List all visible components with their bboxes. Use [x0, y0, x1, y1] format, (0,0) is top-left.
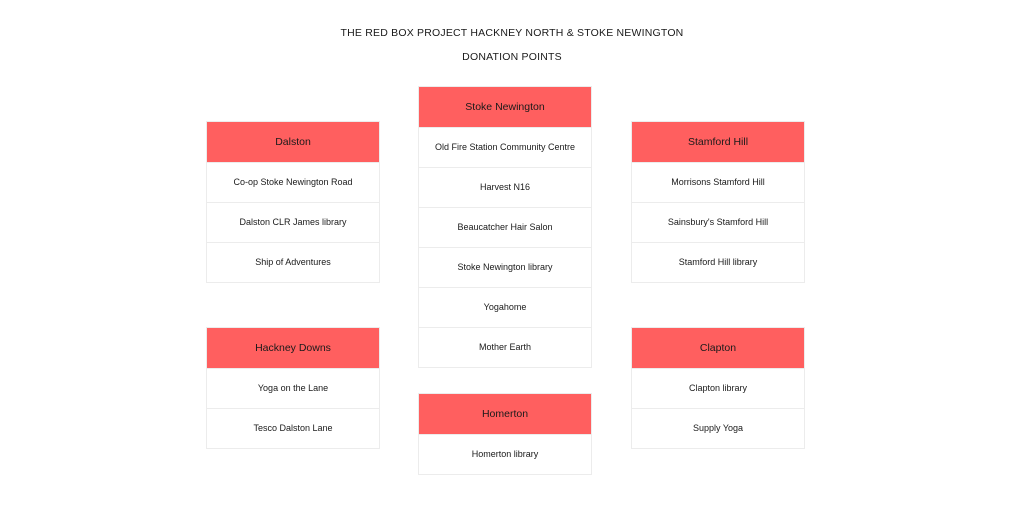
- area-card-hackney-downs: [207, 328, 379, 448]
- location-item: Mother Earth: [419, 327, 591, 367]
- location-item: Dalston CLR James library: [207, 202, 379, 242]
- location-item: Stamford Hill library: [632, 242, 804, 282]
- area-card-stoke-newington: [419, 87, 591, 367]
- location-item: Old Fire Station Community Centre: [419, 127, 591, 167]
- location-item: Yoga on the Lane: [207, 368, 379, 408]
- area-header: Hackney Downs: [207, 328, 379, 368]
- location-item: Tesco Dalston Lane: [207, 408, 379, 448]
- location-item: Co-op Stoke Newington Road: [207, 162, 379, 202]
- location-item: Harvest N16: [419, 167, 591, 207]
- area-header: Dalston: [207, 122, 379, 162]
- area-header: Homerton: [419, 394, 591, 434]
- location-item: Clapton library: [632, 368, 804, 408]
- area-header: Stoke Newington: [419, 87, 591, 127]
- location-item: Beaucatcher Hair Salon: [419, 207, 591, 247]
- area-card-clapton: [632, 328, 804, 448]
- location-item: Morrisons Stamford Hill: [632, 162, 804, 202]
- location-item: Yogahome: [419, 287, 591, 327]
- page-title: THE RED BOX PROJECT HACKNEY NORTH & STOKE NEWINGTON: [340, 27, 684, 39]
- location-item: Sainsbury's Stamford Hill: [632, 202, 804, 242]
- page-subtitle: DONATION POINTS: [462, 51, 562, 63]
- area-card-dalston: [207, 122, 379, 282]
- area-card-stamford-hill: [632, 122, 804, 282]
- area-header: Clapton: [632, 328, 804, 368]
- location-item: Supply Yoga: [632, 408, 804, 448]
- location-item: Stoke Newington library: [419, 247, 591, 287]
- area-header: Stamford Hill: [632, 122, 804, 162]
- area-card-homerton: [419, 394, 591, 474]
- location-item: Ship of Adventures: [207, 242, 379, 282]
- location-item: Homerton library: [419, 434, 591, 474]
